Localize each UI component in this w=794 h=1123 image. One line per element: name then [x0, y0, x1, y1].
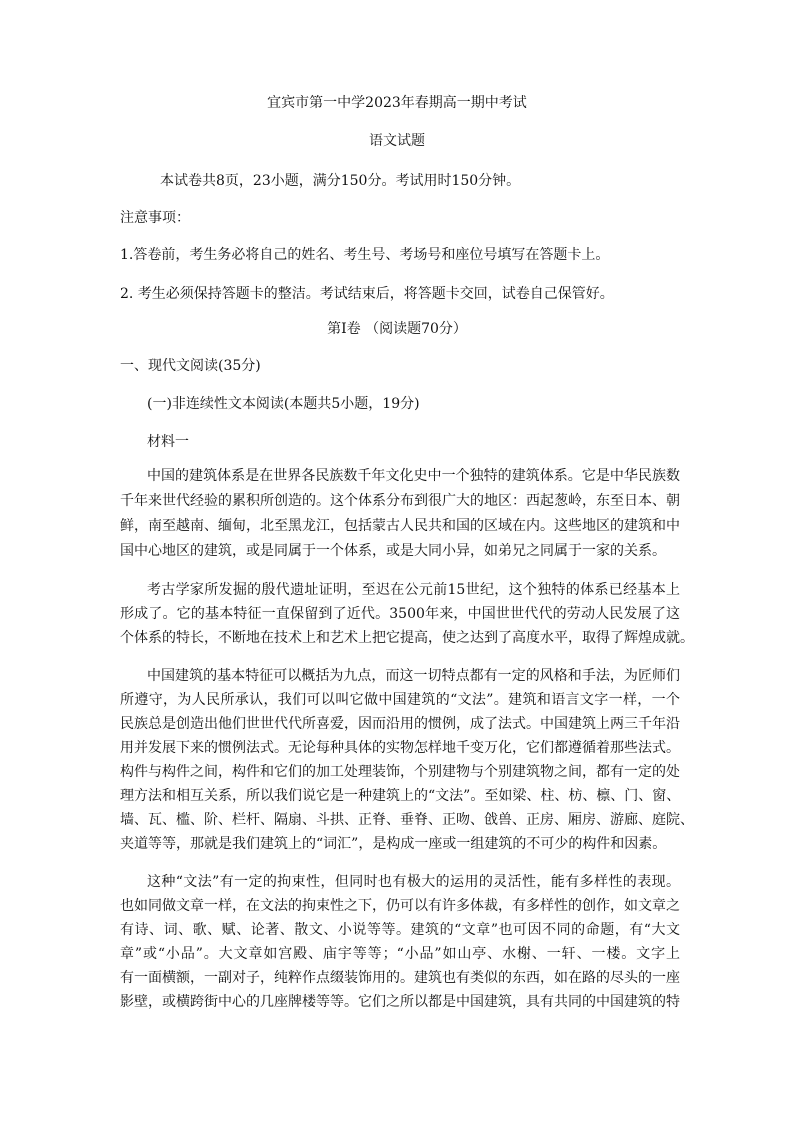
paragraph-line: 中国的建筑体系是在世界各民族数千年文化史中一个独特的建筑体系。它是中华民族数 [147, 468, 680, 484]
paragraph-line: 有一面横额，一副对子，纯粹作点缀装饰用的。建筑也有类似的东西，如在路的尽头的一座 [120, 970, 680, 986]
section-heading: 一、现代文阅读(35分) [120, 358, 261, 374]
paragraph-line: 千年来世代经验的累积所创造的。这个体系分布到很广大的地区：西起葱岭，东至日本、朝 [120, 493, 680, 509]
paragraph-line: 中国建筑的基本特征可以概括为九点，而这一切特点都有一定的风格和手法，为匠师们 [147, 668, 680, 684]
paragraph-line: 这种“文法”有一定的拘束性，但同时也有极大的运用的灵活性，能有多样性的表现。 [147, 874, 680, 890]
paragraph-line: 墙、瓦、槛、阶、栏杆、隔扇、斗拱、正脊、垂脊、正吻、戗兽、正房、厢房、游廊、庭院、 [120, 812, 694, 828]
subsection-heading: (一)非连续性文本阅读(本题共5小题，19分) [147, 396, 420, 412]
paragraph-line: 构件与构件之间，构件和它们的加工处理装饰，个别建物与个别建筑物之间，都有一定的处 [120, 764, 680, 780]
paragraph-line: 用并发展下来的惯例法式。无论每种具体的实物怎样地千变万化，它们都遵循着那些法式。 [120, 740, 680, 756]
paragraph-line: 理方法和相互关系，所以我们说它是一种建筑上的“文法”。至如梁、柱、枋、檩、门、窗、 [120, 788, 681, 804]
exam-intro: 本试卷共8页，23小题，满分150分。考试用时150分钟。 [160, 173, 521, 189]
volume-heading: 第Ⅰ卷 （阅读题70分） [327, 321, 467, 337]
paragraph-line: 章”或“小品”。大文章如宫殿、庙宇等等；“小品”如山亭、水榭、一轩、一楼。文字上 [120, 946, 680, 962]
paragraph-line: 所遵守，为人民所承认，我们可以叫它做中国建筑的“文法”。建筑和语言文字一样，一个 [120, 692, 680, 708]
paragraph-line: 也如同做文章一样，在文法的拘束性之下，仍可以有许多体裁，有多样性的创作，如文章之 [120, 898, 680, 914]
paragraph-line: 国中心地区的建筑，或是同属于一个体系，或是大同小异，如弟兄之同属于一家的关系。 [120, 543, 666, 559]
paragraph-line: 形成了。它的基本特征一直保留到了近代。3500年来，中国世世代代的劳动人民发展了这 [120, 606, 680, 622]
notes-heading: 注意事项： [120, 210, 190, 226]
note-item: 2. 考生必须保持答题卡的整洁。考试结束后，将答题卡交回，试卷自己保管好。 [120, 286, 614, 302]
paragraph-line: 个体系的特长，不断地在技术上和艺术上把它提高，使之达到了高度水平，取得了辉煌成就。 [120, 630, 694, 646]
paragraph-line: 夹道等等，那就是我们建筑上的“词汇”，是构成一座或一组建筑的不可少的构件和因素。 [120, 836, 667, 852]
material-label: 材料一 [147, 434, 189, 450]
paragraph-line: 考古学家所发掘的殷代遗址证明，至迟在公元前15世纪，这个独特的体系已经基本上 [147, 582, 680, 598]
paragraph-line: 民族总是创造出他们世世代代所喜爱，因而沿用的惯例，成了法式。中国建筑上两三千年沿 [120, 716, 680, 732]
note-item: 1.答卷前，考生务必将自己的姓名、考生号、考场号和座位号填写在答题卡上。 [120, 247, 610, 263]
exam-subtitle: 语文试题 [369, 133, 425, 149]
paragraph-line: 影壁，或横跨街中心的几座牌楼等等。它们之所以都是中国建筑，具有共同的中国建筑的特 [120, 994, 680, 1010]
exam-title: 宜宾市第一中学2023年春期高一期中考试 [267, 95, 527, 111]
paragraph-line: 有诗、词、歌、赋、论著、散文、小说等等。建筑的“文章”也可因不同的命题，有“大文 [120, 922, 680, 938]
paragraph-line: 鲜，南至越南、缅甸，北至黑龙江，包括蒙古人民共和国的区域在内。这些地区的建筑和中 [120, 518, 680, 534]
